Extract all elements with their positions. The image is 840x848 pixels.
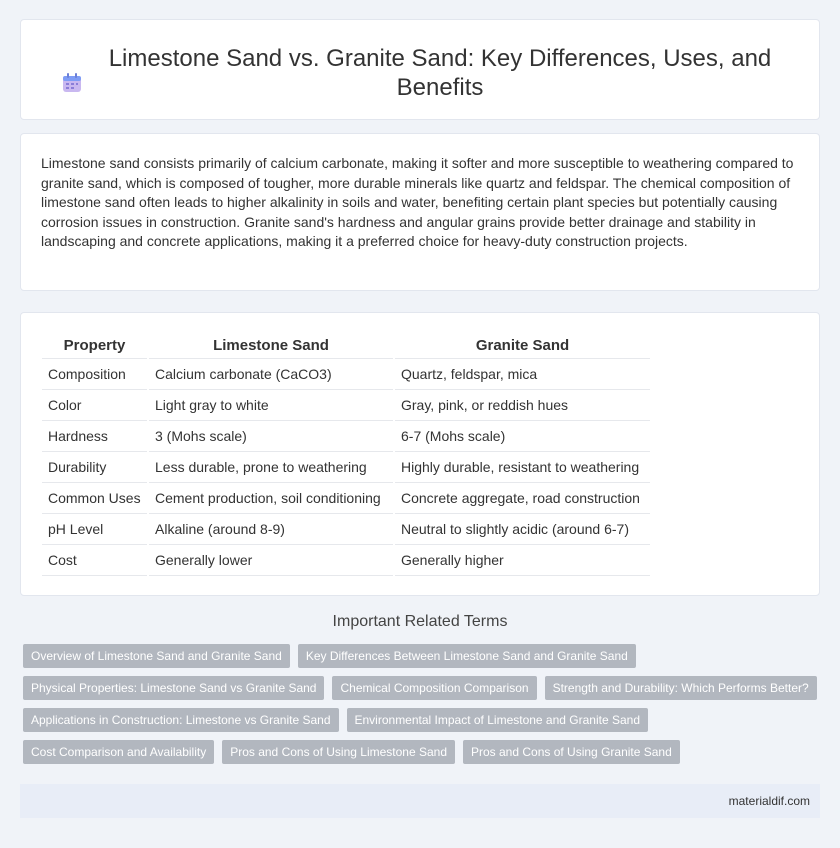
page-title: Limestone Sand vs. Granite Sand: Key Differences, Uses, and Benefits xyxy=(108,45,772,101)
related-term-link[interactable]: Pros and Cons of Using Granite Sand xyxy=(463,740,680,764)
table-cell: Concrete aggregate, road construction xyxy=(394,482,650,513)
related-term-link[interactable]: Environmental Impact of Limestone and Granite Sand xyxy=(347,708,649,732)
table-row xyxy=(42,544,650,575)
calendar-icon xyxy=(61,72,83,94)
comparison-table xyxy=(42,333,650,576)
header-card xyxy=(20,19,820,120)
table-row xyxy=(42,358,650,389)
table-cell: Durability xyxy=(42,451,148,482)
table-cell: pH Level xyxy=(42,513,148,544)
table-cell: Cement production, soil conditioning xyxy=(148,482,394,513)
related-term-link[interactable]: Strength and Durability: Which Performs Better? xyxy=(545,676,817,700)
footer xyxy=(20,784,820,818)
table-cell: Highly durable, resistant to weathering xyxy=(394,451,650,482)
related-tags xyxy=(20,644,820,764)
table-cell: Light gray to white xyxy=(148,389,394,420)
tag-row xyxy=(23,644,820,668)
tag-row xyxy=(23,676,820,700)
table-cell: Composition xyxy=(42,358,148,389)
related-term-link[interactable]: Overview of Limestone Sand and Granite Sand xyxy=(23,644,290,668)
table-cell: 6-7 (Mohs scale) xyxy=(394,420,650,451)
related-term-link[interactable]: Key Differences Between Limestone Sand and Granite Sand xyxy=(298,644,636,668)
related-terms-section xyxy=(20,612,820,772)
table-cell: Generally lower xyxy=(148,544,394,575)
table-cell: Generally higher xyxy=(394,544,650,575)
column-header: Granite Sand xyxy=(394,333,650,358)
table-cell: Less durable, prone to weathering xyxy=(148,451,394,482)
table-row xyxy=(42,420,650,451)
tag-row xyxy=(23,708,820,732)
table-cell: 3 (Mohs scale) xyxy=(148,420,394,451)
table-cell: Cost xyxy=(42,544,148,575)
column-header: Limestone Sand xyxy=(148,333,394,358)
table-cell: Hardness xyxy=(42,420,148,451)
table-cell: Calcium carbonate (CaCO3) xyxy=(148,358,394,389)
table-cell: Common Uses xyxy=(42,482,148,513)
table-row xyxy=(42,482,650,513)
intro-paragraph: Limestone sand consists primarily of calcium carbonate, making it softer and more susceptible to weathering compared to granite sand, which is composed of tougher, more durable minerals like quartz and feldspar. The chemical composition of limestone sand often leads to higher alkalinity in soils and water, benefiting certain plant species but potentially causing corrosion issues in construction. Granite sand's hardness and angular grains provide better drainage and stability in landscaping and concrete applications, making it a preferred choice for heavy-duty construction projects. xyxy=(41,155,794,250)
related-term-link[interactable]: Cost Comparison and Availability xyxy=(23,740,214,764)
related-term-link[interactable]: Applications in Construction: Limestone vs Granite Sand xyxy=(23,708,339,732)
table-cell: Alkaline (around 8-9) xyxy=(148,513,394,544)
table-row xyxy=(42,389,650,420)
table-row xyxy=(42,513,650,544)
table-cell: Quartz, feldspar, mica xyxy=(394,358,650,389)
tag-row xyxy=(23,740,820,764)
table-cell: Gray, pink, or reddish hues xyxy=(394,389,650,420)
intro-card xyxy=(20,133,820,291)
related-term-link[interactable]: Chemical Composition Comparison xyxy=(332,676,536,700)
footer-site-link[interactable]: materialdif.com xyxy=(728,794,810,808)
column-header: Property xyxy=(42,333,148,358)
table-cell: Color xyxy=(42,389,148,420)
comparison-table-card xyxy=(20,312,820,596)
related-term-link[interactable]: Pros and Cons of Using Limestone Sand xyxy=(222,740,455,764)
table-header-row xyxy=(42,333,650,358)
related-terms-heading: Important Related Terms xyxy=(332,613,508,630)
table-row xyxy=(42,451,650,482)
related-term-link[interactable]: Physical Properties: Limestone Sand vs Granite Sand xyxy=(23,676,324,700)
table-cell: Neutral to slightly acidic (around 6-7) xyxy=(394,513,650,544)
